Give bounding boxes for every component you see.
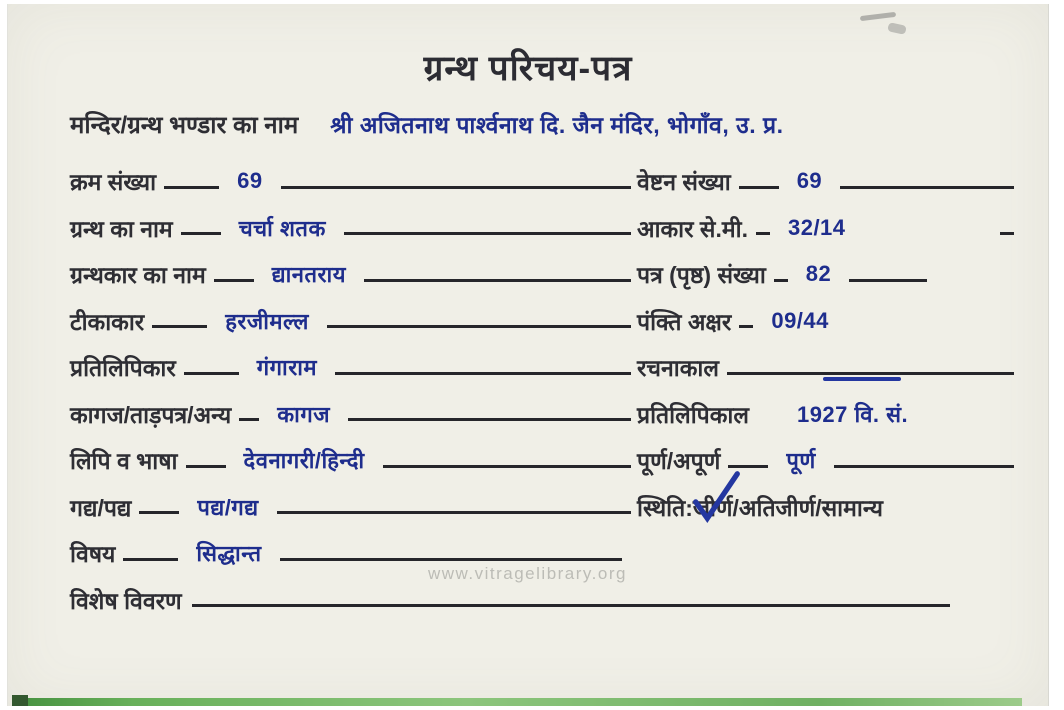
condition-label-prefix: स्थिति: [637, 494, 693, 521]
field-value: चर्चा शतक [238, 215, 326, 241]
underline [280, 558, 622, 561]
underline [364, 279, 622, 282]
field-label: पूर्ण/अपूर्ण [637, 448, 721, 474]
underline [123, 558, 178, 561]
field-value: पद्य/गद्य [197, 494, 259, 520]
temple-name-label: मन्दिर/ग्रन्थ भण्डार का नाम [70, 112, 299, 139]
field-value: 32/14 [787, 214, 846, 240]
underline [739, 186, 779, 189]
row-prose-verse [70, 484, 622, 530]
underline [618, 465, 631, 468]
row-bundle-number [618, 158, 1014, 204]
row-serial-number [70, 158, 622, 204]
underline [214, 279, 254, 282]
field-value: हरजीमल्ल [225, 308, 309, 334]
underline [152, 325, 207, 328]
underline [335, 372, 622, 375]
watermark-text: www.vitragelibrary.org [428, 564, 627, 583]
underline [281, 186, 622, 189]
scanned-card [8, 4, 1048, 706]
underline [184, 372, 239, 375]
row-copyist [70, 344, 622, 390]
underline [192, 604, 950, 607]
checkmark-icon [685, 469, 747, 527]
field-label: क्रम संख्या [70, 169, 157, 195]
field-label: प्रतिलिपिकाल [637, 401, 749, 428]
underline [774, 279, 788, 282]
underline [727, 372, 1014, 375]
underline [618, 511, 631, 514]
field-value: कागज [277, 401, 331, 427]
field-value: पूर्ण [786, 448, 816, 473]
field-value: 82 [805, 261, 832, 286]
field-label: लिपि व भाषा [70, 448, 178, 474]
field-value: सिद्धान्त [196, 541, 262, 566]
row-complete-incomplete [618, 437, 1014, 483]
scan-edge-strip [12, 698, 1022, 706]
underline [618, 186, 631, 189]
row-book-name [70, 205, 622, 251]
underline [618, 372, 631, 375]
condition-label-rest: /अतिजीर्ण/सामान्य [732, 494, 883, 521]
row-composition-date [618, 344, 1014, 390]
field-label: पंक्ति अक्षर [637, 308, 732, 335]
row-commentator [70, 298, 622, 344]
underline [348, 418, 622, 421]
underline [344, 232, 622, 235]
field-label: वेष्टन संख्या [637, 169, 731, 195]
row-condition [618, 484, 1014, 530]
field-value: गंगाराम [256, 355, 318, 380]
underline [618, 418, 631, 421]
condition-checked-text: जीर्ण [692, 494, 733, 521]
field-label: ग्रन्थ का नाम [70, 215, 173, 242]
underline [618, 232, 631, 235]
field-label: कागज/ताड़पत्र/अन्य [70, 401, 232, 428]
row-lines-letters [618, 298, 1014, 344]
field-value: देवनागरी/हिन्दी [243, 448, 365, 473]
field-label: गद्य/पद्य [70, 494, 132, 521]
underline [139, 511, 179, 514]
underline [739, 325, 753, 328]
row-copy-date [618, 391, 1014, 437]
field-label: रचनाकाल [637, 355, 719, 381]
temple-name-value: श्री अजितनाथ पार्श्वनाथ दि. जैन मंदिर, भोगाँव, उ. प्र. [330, 112, 784, 138]
underline [383, 465, 622, 468]
underline [181, 232, 221, 235]
underline [618, 279, 631, 282]
field-label: प्रतिलिपिकार [70, 355, 176, 381]
field-label: विशेष विवरण [70, 587, 182, 614]
field-label: ग्रन्थकार का नाम [70, 262, 206, 288]
field-label: विषय [70, 541, 116, 567]
field-value: 69 [796, 168, 823, 193]
underline [756, 232, 770, 235]
underline [186, 465, 226, 468]
handwritten-blank-mark [823, 377, 901, 381]
temple-name-row [70, 108, 1026, 141]
row-script-language [70, 437, 622, 483]
page-title: ग्रन्थ परिचय-पत्र [423, 49, 633, 88]
row-page-count [618, 251, 1014, 297]
underline [1000, 232, 1014, 235]
underline [164, 186, 219, 189]
scan-smudge [887, 22, 906, 35]
underline [728, 465, 768, 468]
underline [849, 279, 927, 282]
underline [277, 511, 622, 514]
underline [840, 186, 1014, 189]
field-label: टीकाकार [70, 308, 145, 335]
row-material [70, 391, 622, 437]
scan-smudge [860, 12, 896, 21]
field-value: 1927 वि. सं. [796, 401, 909, 427]
underline [618, 325, 631, 328]
field-value: 09/44 [771, 307, 829, 333]
row-author-name [70, 251, 622, 297]
row-size-cm [618, 205, 1014, 251]
underline [327, 325, 622, 328]
underline [239, 418, 259, 421]
field-label: आकार से.मी. [637, 215, 748, 242]
field-label: पत्र (पृष्ठ) संख्या [637, 262, 766, 288]
field-value: 69 [237, 168, 263, 193]
underline [834, 465, 1014, 468]
field-value: द्यानतराय [271, 262, 346, 287]
condition-checked-option [693, 491, 733, 523]
